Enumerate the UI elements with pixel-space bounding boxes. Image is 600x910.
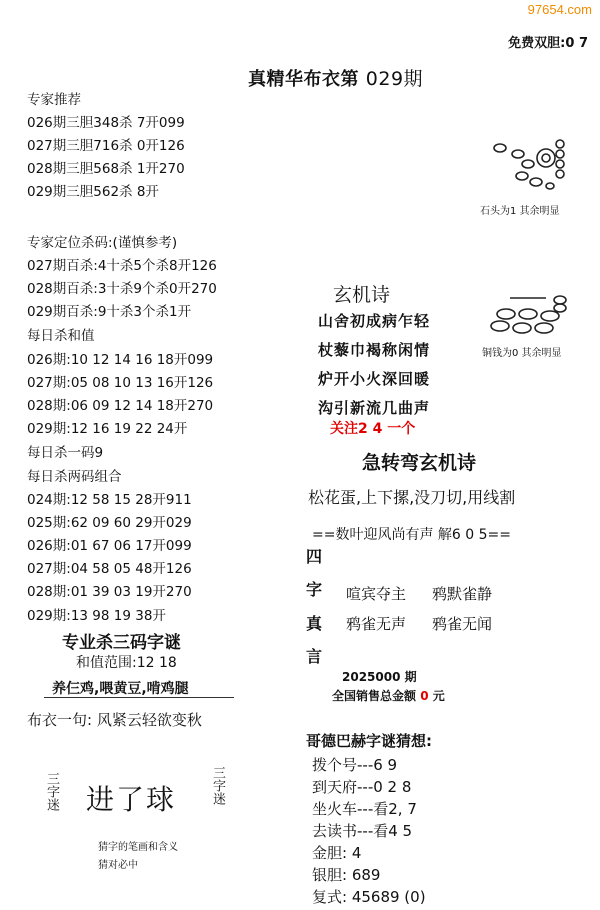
word-riddle-hint: 猜对必中 (98, 860, 138, 871)
sharp-turn-text: 松花蛋,上下摞,没刀切,用线割 (308, 488, 516, 507)
four-words-char: 言 (306, 647, 323, 666)
sum-value-heading: 每日杀和值 (27, 328, 95, 344)
one-code-heading: 每日杀一码9 (27, 445, 104, 461)
goethe-line: 银胆: 689 (312, 866, 381, 884)
two-code-heading: 每日杀两码组合 (27, 469, 122, 485)
four-words-char: 字 (306, 580, 323, 599)
sales-label: 全国销售总金额 (332, 689, 417, 703)
riddle3-text: 养仨鸡,喂黄豆,啃鸡腿 (52, 681, 189, 697)
position-kill-line: 027期百杀:4十杀5个杀8开126 (27, 258, 217, 274)
coin-riddle-picture (488, 294, 572, 336)
poem-focus-value: 2 4 一个 (358, 421, 416, 437)
expert-heading: 专家推荐 (27, 92, 81, 108)
sales-period: 2025000 期 (342, 670, 417, 684)
four-words-char: 四 (306, 547, 323, 566)
poem-heading: 玄机诗 (333, 284, 391, 306)
position-kill-heading: 专家定位杀码:(谨慎参考) (27, 235, 178, 251)
sales-unit: 元 (432, 689, 445, 703)
title-period: 029期 (365, 68, 424, 90)
poem-line: 杖藜巾褐称闲情 (318, 341, 431, 359)
word-riddle-hint: 猜字的笔画和含义 (98, 842, 178, 853)
goethe-heading: 哥德巴赫字谜猜想: (306, 732, 432, 750)
goethe-line: 到天府---0 2 8 (312, 778, 412, 796)
sum-value-line: 029期:12 16 19 22 24开 (27, 421, 188, 437)
riddle-line: ==数叶迎风尚有声 解6 0 5== (312, 527, 511, 543)
free-double-pick: 免费双胆:0 7 (508, 36, 588, 51)
goethe-line: 去读书---看4 5 (312, 822, 413, 840)
goethe-line: 复式: 45689 (0) (312, 888, 426, 906)
site-watermark: 97654.com (527, 2, 592, 17)
riddle3-heading: 专业杀三码字谜 (62, 633, 181, 653)
goethe-line: 金胆: 4 (312, 844, 362, 862)
expert-line: 029期三胆562杀 8开 (27, 184, 159, 200)
goethe-line: 拨个号---6 9 (312, 756, 398, 774)
two-code-line: 026期:01 67 06 17开099 (27, 538, 192, 554)
coin-caption: 铜钱为0 其余明显 (482, 348, 562, 359)
position-kill-line: 029期百杀:9十杀3个杀1开 (27, 304, 192, 320)
two-code-line: 029期:13 98 19 38开 (27, 608, 166, 624)
four-words-phrase: 鸦雀无闻 (432, 615, 493, 633)
goethe-line: 坐火车---看2, 7 (312, 800, 417, 818)
word-riddle-answer: 进了球 (86, 783, 177, 816)
poem-line: 山舍初成病乍轻 (318, 312, 431, 330)
stone-riddle-picture (488, 136, 568, 194)
four-words-char: 真 (306, 614, 323, 633)
sum-value-line: 026期:10 12 14 16 18开099 (27, 352, 214, 368)
two-code-line: 027期:04 58 05 48开126 (27, 561, 192, 577)
two-code-line: 024期:12 58 15 28开911 (27, 492, 192, 508)
divider (44, 697, 234, 698)
sales-amount: 0 (420, 689, 429, 703)
four-words-phrase: 鸦默雀静 (432, 585, 493, 603)
poem-line: 沟引新流几曲声 (318, 399, 431, 417)
two-code-line: 028期:01 39 03 19开270 (27, 584, 192, 600)
expert-line: 026期三胆348杀 7开099 (27, 115, 185, 131)
riddle3-range: 和值范围:12 18 (76, 655, 177, 671)
title-main: 真精华布衣第 (248, 69, 366, 90)
position-kill-line: 028期百杀:3十杀9个杀0开270 (27, 281, 217, 297)
sharp-turn-heading: 急转弯玄机诗 (362, 452, 477, 474)
poem-focus (330, 418, 415, 438)
two-code-line: 025期:62 09 60 29开029 (27, 515, 192, 531)
expert-line: 027期三胆716杀 0开126 (27, 138, 185, 154)
four-words-phrase: 鸦雀无声 (346, 615, 407, 633)
stone-caption: 石头为1 其余明显 (480, 206, 560, 217)
poem-focus-label: 关注 (330, 421, 358, 437)
sales-total (332, 687, 445, 704)
page-title (248, 64, 423, 91)
poem-line: 炉开小火深回暖 (318, 370, 431, 388)
sum-value-line: 027期:05 08 10 13 16开126 (27, 375, 214, 391)
sum-value-line: 028期:06 09 12 14 18开270 (27, 398, 214, 414)
expert-line: 028期三胆568杀 1开270 (27, 161, 185, 177)
buyi-saying: 布衣一句: 风紧云轻欲变秋 (27, 711, 202, 729)
word-riddle-side-right: 三字迷 (210, 766, 225, 805)
four-words-phrase: 喧宾夺主 (346, 585, 407, 603)
word-riddle-side-left: 三字迷 (44, 772, 59, 811)
